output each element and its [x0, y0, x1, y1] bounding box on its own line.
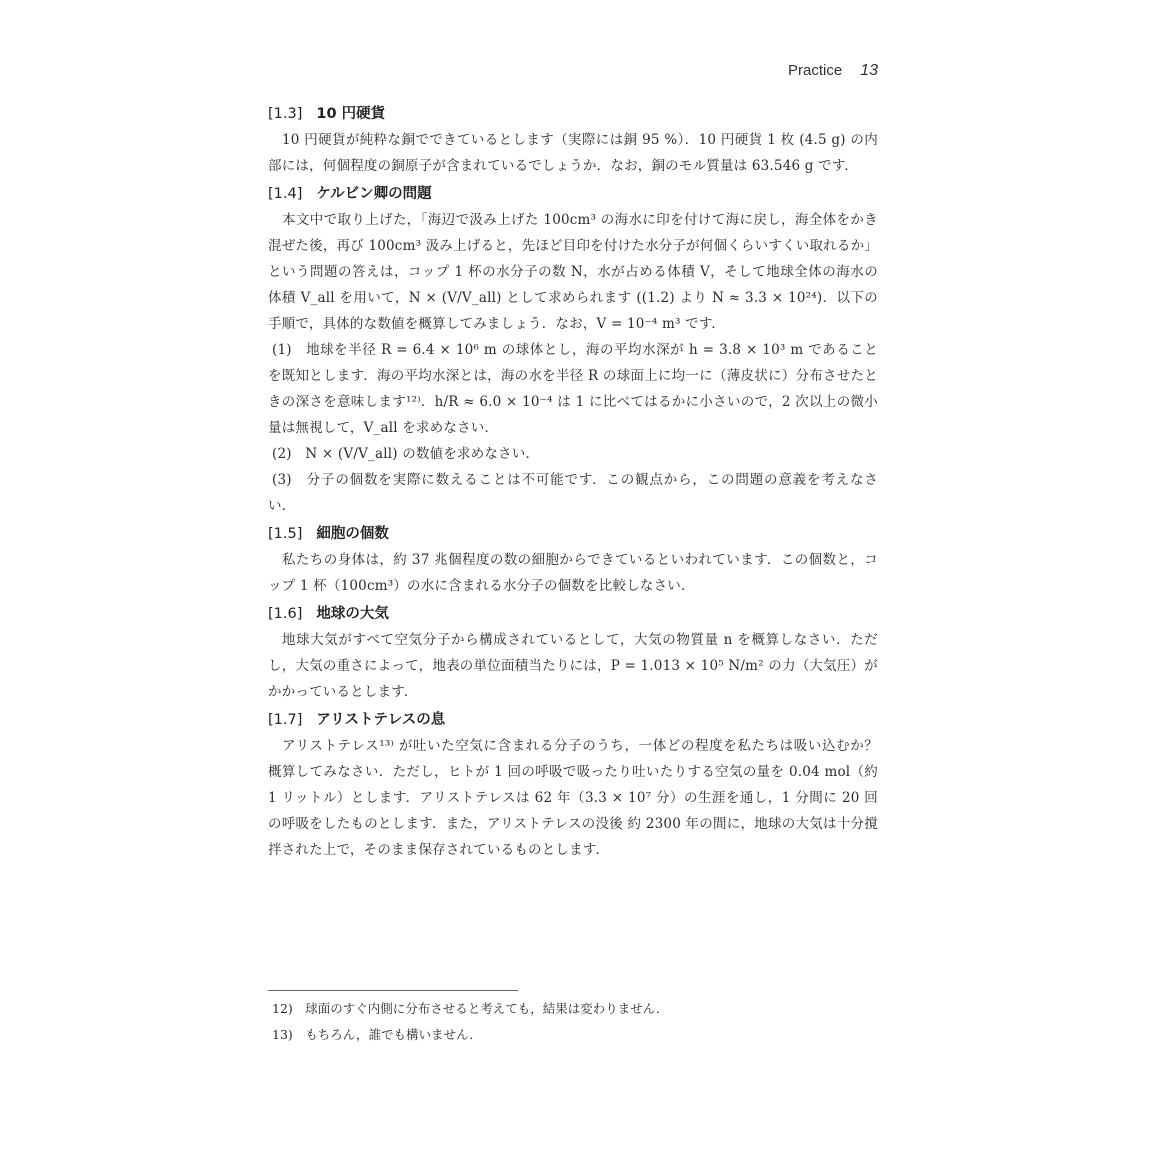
- section-title: 10 円硬貨: [316, 106, 386, 122]
- section-heading: [268, 709, 878, 731]
- section-heading: [268, 183, 878, 205]
- section-title: 細胞の個数: [316, 526, 389, 542]
- paragraph: 本文中で取り上げた，「海辺で汲み上げた 100cm³ の海水に印を付けて海に戻し，海全体をかき混ぜた後，再び 100cm³ 汲み上げると，先ほど目印を付けた水分子が何個くらいすくい取れるか」という問題の答えは，コップ 1 杯の水分子の数 N，水が占める体積 V，そして地球全体の海水の体積 V_all を用いて，N × (V/V_all) として求められます ((1.2) より N ≈ 3.3 × 10²⁴)．以下の手順で，具体的な数値を概算してみましょう．なお，V = 10⁻⁴ m³ です．: [268, 212, 878, 332]
- section-number: [1.3]: [268, 106, 303, 122]
- section-number: [1.7]: [268, 712, 303, 728]
- section-1-4: [268, 183, 878, 519]
- page-number: 13: [860, 62, 878, 79]
- header-title: Practice: [788, 62, 843, 79]
- section-heading: [268, 603, 878, 625]
- paragraph: アリストテレス¹³⁾ が吐いた空気に含まれる分子のうち，一体どの程度を私たちは吸い込むか？ 概算してみなさい．ただし，ヒトが 1 回の呼吸で吸ったり吐いたりする空気の量を 0.04 mol（約 1 リットル）とします．アリストテレスは 62 年（3.3 × 10⁷ 分）の生涯を通し，1 分間に 20 回の呼吸をしたものとします．また，アリストテレスの没後 約 2300 年の間に，地球の大気は十分撹拌された上で，そのまま保存されているものとします．: [268, 738, 892, 858]
- section-heading: [268, 103, 878, 125]
- section-title: 地球の大気: [316, 606, 389, 622]
- section-1-6: [268, 603, 878, 705]
- footnotes: [272, 996, 872, 1048]
- paragraph: 10 円硬貨が純粋な銅でできているとします（実際には銅 95 %）．10 円硬貨 1 枚 (4.5 g) の内部には，何個程度の銅原子が含まれているでしょうか．なお，銅のモル質量は 63.546 g です．: [268, 132, 878, 174]
- question-item-1: (1) 地球を半径 R = 6.4 × 10⁶ m の球体とし，海の平均水深が h = 3.8 × 10³ m であることを既知とします．海の平均水深とは，海の水を半径 R の球面上に均一に（薄皮状に）分布させたときの深さを意味します¹²⁾．h/R ≈ 6.0 × 10⁻⁴ は 1 に比べてはるかに小さいので，2 次以上の微小量は無視して，V_all を求めなさい．: [268, 342, 878, 436]
- section-1-3: [268, 103, 878, 179]
- footnote-13: 13) もちろん，誰でも構いません．: [272, 1027, 482, 1042]
- question-item-2: (2) N × (V/V_all) の数値を求めなさい．: [272, 446, 540, 462]
- section-number: [1.6]: [268, 606, 303, 622]
- section-title: ケルビン卿の問題: [316, 186, 432, 202]
- paragraph: 私たちの身体は，約 37 兆個程度の数の細胞からできているといわれています．この個数と，コップ 1 杯（100cm³）の水に含まれる水分子の個数を比較しなさい．: [268, 552, 878, 594]
- paragraph: 地球大気がすべて空気分子から構成されているとして，大気の物質量 n を概算しなさい．ただし，大気の重さによって，地表の単位面積当たりには，P = 1.013 × 10⁵ N/m² の力（大気圧）がかかっているとします．: [268, 632, 878, 700]
- section-1-7: [268, 709, 892, 863]
- running-header: [788, 62, 878, 80]
- footnote-12: 12) 球面のすぐ内側に分布させると考えても，結果は変わりません．: [272, 1001, 669, 1016]
- section-number: [1.5]: [268, 526, 303, 542]
- section-heading: [268, 523, 878, 545]
- section-title: アリストテレスの息: [316, 712, 446, 728]
- main-content: [268, 103, 892, 867]
- section-1-5: [268, 523, 878, 599]
- question-item-3: (3) 分子の個数を実際に数えることは不可能です．この観点から，この問題の意義を考えなさい．: [268, 472, 878, 514]
- footnote-divider: [268, 990, 518, 991]
- section-number: [1.4]: [268, 186, 303, 202]
